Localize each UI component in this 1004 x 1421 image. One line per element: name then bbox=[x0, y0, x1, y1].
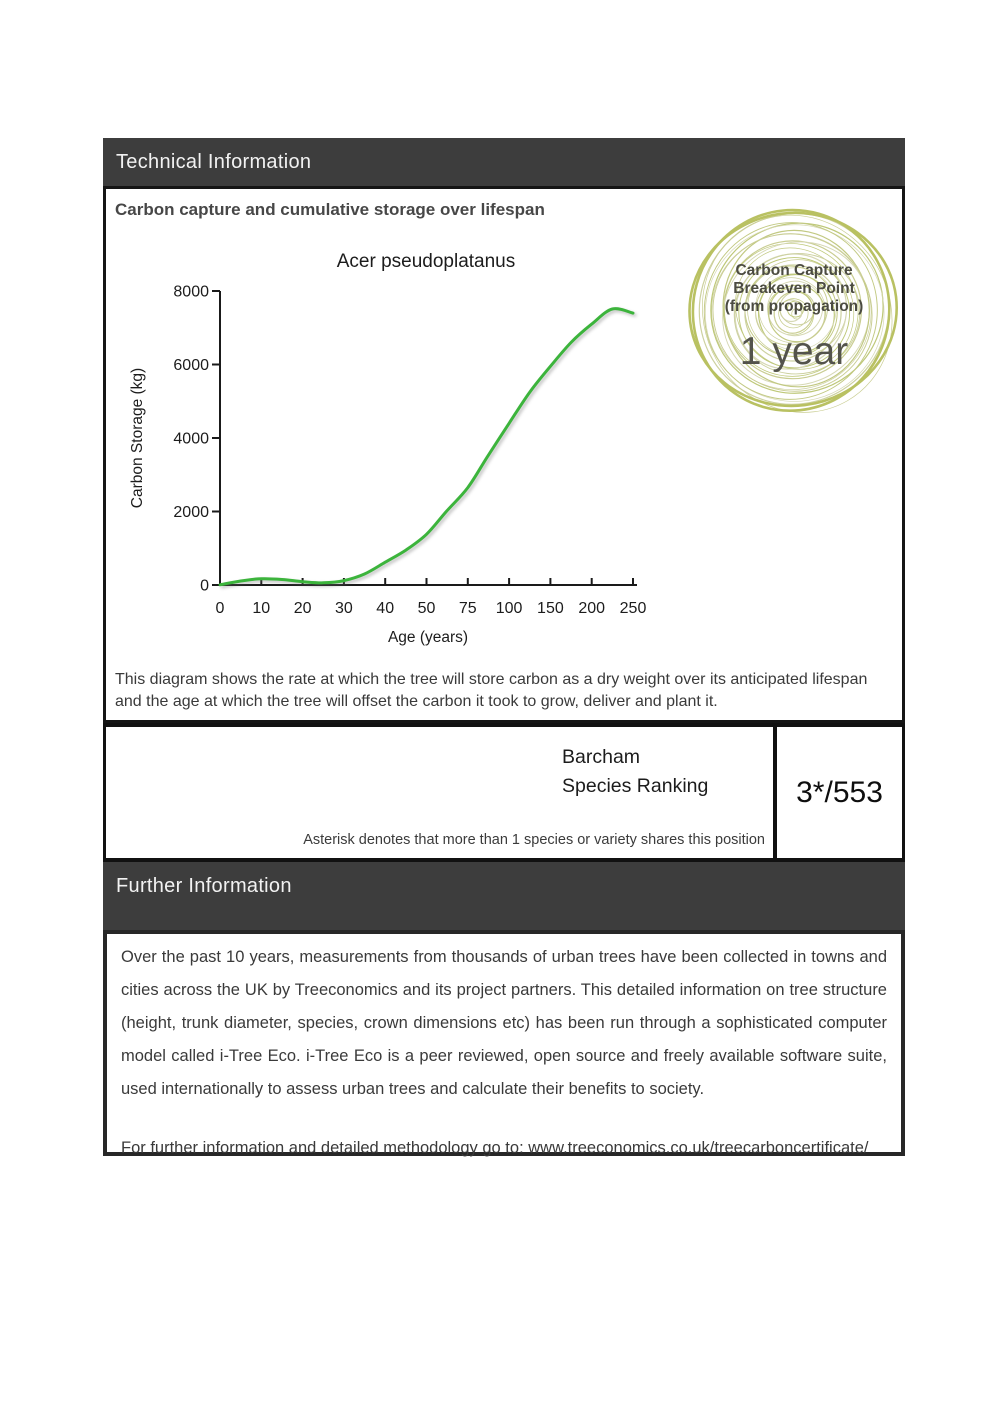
breakeven-badge bbox=[684, 199, 904, 419]
carbon-storage-curve bbox=[220, 309, 633, 585]
chart-title: Acer pseudoplatanus bbox=[336, 251, 516, 272]
x-tick-label: 100 bbox=[495, 600, 523, 617]
x-tick-label: 10 bbox=[252, 600, 271, 617]
x-tick-label: 40 bbox=[376, 600, 395, 617]
carbon-storage-line-chart bbox=[106, 235, 666, 665]
chart-description-text: This diagram shows the rate at which the tree will store carbon as a dry weight over its anticipated lifespan and the age at which the tree will offset the carbon it took to grow, deliver and plant it. bbox=[115, 671, 868, 711]
x-tick-label: 150 bbox=[537, 600, 564, 617]
x-tick-label: 0 bbox=[215, 600, 225, 617]
chart-axis-ticks bbox=[173, 284, 646, 618]
species-ranking-panel bbox=[103, 723, 905, 862]
technical-information-title: Technical Information bbox=[116, 150, 312, 173]
methodology-paragraph: Over the past 10 years, measurements from thousands of urban trees have been collected in towns and cities across the UK by Treeconomics and its project partners. This detailed information on tree structure (height, trunk diameter, species, crown dimensions etc) has been run through a sophisticated computer model called i-Tree Eco. i-Tree Eco is a peer reviewed, open source and freely available software suite, used internationally to assess urban trees and calculate their benefits to society. bbox=[121, 948, 887, 1098]
asterisk-note: Asterisk denotes that more than 1 species or variety shares this position bbox=[303, 832, 765, 848]
tree-rings-icon bbox=[684, 199, 904, 419]
x-tick-label: 250 bbox=[619, 600, 647, 617]
badge-heading-line3: (from propagation) bbox=[724, 298, 864, 315]
content-column bbox=[103, 138, 905, 1156]
y-tick-label: 8000 bbox=[173, 283, 209, 301]
breakeven-value: 1 year bbox=[739, 330, 849, 373]
technical-information-header-bar bbox=[103, 138, 905, 186]
x-axis-label: Age (years) bbox=[387, 629, 469, 646]
further-info-link-line: For further information and detailed methodology go to: www.treeconomics.co.uk/treecarboncertificate/ bbox=[121, 1139, 869, 1157]
x-tick-label: 30 bbox=[335, 600, 353, 617]
species-ranking-title bbox=[562, 743, 708, 801]
x-tick-label: 200 bbox=[578, 600, 606, 617]
badge-heading-line1: Carbon Capture bbox=[735, 262, 853, 279]
species-ranking-left-cell bbox=[106, 727, 773, 858]
further-information-title: Further Information bbox=[116, 875, 292, 897]
badge-heading-line2: Breakeven Point bbox=[733, 280, 855, 297]
x-tick-label: 75 bbox=[458, 600, 477, 617]
species-ranking-value-cell bbox=[773, 727, 902, 858]
y-tick-label: 2000 bbox=[173, 504, 209, 521]
further-information-panel bbox=[103, 930, 905, 1156]
y-tick-label: 6000 bbox=[173, 357, 209, 374]
chart-axes bbox=[220, 291, 637, 585]
species-ranking-title-line1: Barcham bbox=[562, 746, 641, 768]
chart-subheading: Carbon capture and cumulative storage over lifespan bbox=[115, 200, 545, 219]
carbon-capture-chart-panel bbox=[103, 186, 905, 723]
x-tick-label: 20 bbox=[293, 600, 312, 617]
species-ranking-title-line2: Species Ranking bbox=[562, 775, 709, 797]
y-axis-label: Carbon Storage (kg) bbox=[129, 367, 146, 509]
x-tick-label: 50 bbox=[417, 600, 436, 617]
species-ranking-value: 3*/553 bbox=[796, 775, 883, 809]
further-information-header-bar bbox=[103, 862, 905, 930]
y-tick-label: 0 bbox=[200, 577, 209, 595]
y-tick-label: 4000 bbox=[173, 430, 209, 448]
